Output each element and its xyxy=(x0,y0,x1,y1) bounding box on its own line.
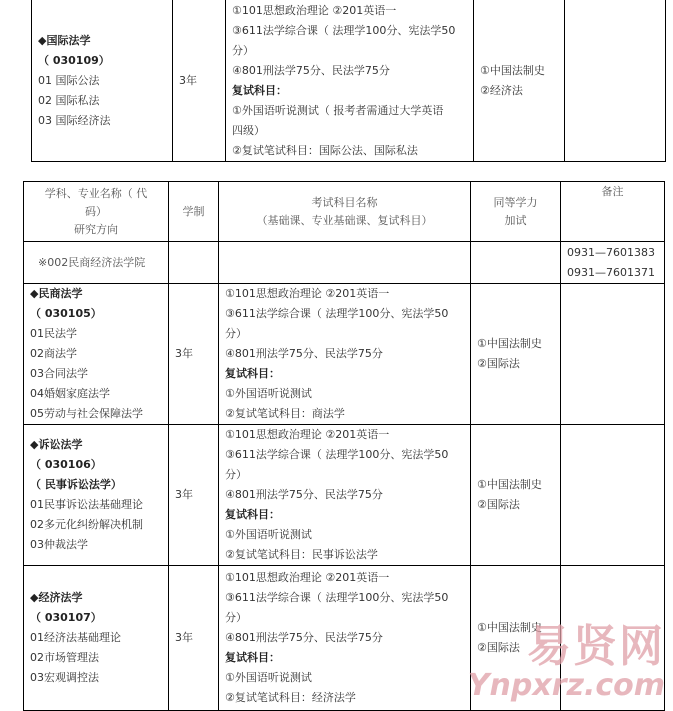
exam-line: 分） xyxy=(225,327,247,340)
note-cell xyxy=(565,0,666,162)
direction-item: 01经济法基础理论 xyxy=(30,631,121,644)
major-title: ◆诉讼法学 xyxy=(30,438,83,451)
retest-label: 复试科目： xyxy=(225,367,280,380)
exam-cell xyxy=(219,425,471,566)
exam-line: ①101思想政治理论 ②201英语一 xyxy=(225,428,390,441)
extra-cell xyxy=(471,425,561,566)
header-text: 学科、专业名称（ 代 xyxy=(44,186,148,200)
major-subtitle: （ 民事诉讼法学） xyxy=(30,478,122,491)
years-cell: 3年 xyxy=(169,425,219,566)
phone: 0931—7601383 xyxy=(567,245,655,259)
extra-line: ②国际法 xyxy=(477,641,520,654)
major-title: ◆民商法学 xyxy=(30,287,83,300)
exam-line: ①101思想政治理论 ②201英语一 xyxy=(225,287,390,300)
phone: 0931—7601371 xyxy=(567,265,655,279)
exam-line: 分） xyxy=(225,468,247,481)
direction-item: 03 国际经济法 xyxy=(38,113,111,127)
direction-item: 02商法学 xyxy=(30,347,77,360)
top-table xyxy=(31,0,666,162)
extra-line: ①中国法制史 xyxy=(477,621,542,634)
extra-line: ①中国法制史 xyxy=(477,337,542,350)
major-code: （ 030109） xyxy=(38,53,110,67)
direction-item: 03仲裁法学 xyxy=(30,538,88,551)
exam-line: ④801刑法学75分、民法学75分 xyxy=(225,631,383,644)
header-row xyxy=(24,182,665,242)
note-cell xyxy=(561,284,665,425)
years-cell: 3年 xyxy=(173,0,226,162)
table-row xyxy=(24,425,665,566)
extra-cell xyxy=(471,284,561,425)
exam-line: ③611法学综合课（ 法理学100分、宪法学50 xyxy=(225,307,449,320)
years-cell: 3年 xyxy=(169,284,219,425)
major-code: （ 030106） xyxy=(30,458,102,471)
exam-line: 分） xyxy=(232,43,254,57)
exam-cell xyxy=(219,566,471,711)
direction-item: 01民法学 xyxy=(30,327,77,340)
school-name: ※002民商经济法学院 xyxy=(24,242,169,284)
extra-line: ②经济法 xyxy=(480,83,523,97)
header-text: 码） xyxy=(85,204,107,218)
empty-cell xyxy=(471,242,561,284)
retest-label: 复试科目： xyxy=(225,651,280,664)
table-row xyxy=(32,0,666,162)
exam-line: ③611法学综合课（ 法理学100分、宪法学50 xyxy=(225,448,449,461)
table-row xyxy=(24,284,665,425)
retest-line: ②复试笔试科目：经济法学 xyxy=(225,691,356,704)
retest-line: ①外国语听说测试 xyxy=(225,671,312,684)
extra-line: ②国际法 xyxy=(477,498,520,511)
exam-line: ③611法学综合课（ 法理学100分、宪法学50 xyxy=(225,591,449,604)
header-subject xyxy=(24,182,169,242)
retest-line: ①外国语听说测试（ 报考者需通过大学英语 xyxy=(232,103,444,117)
header-text: 考试科目名称 xyxy=(311,195,378,209)
header-exam xyxy=(219,182,471,242)
major-cell xyxy=(24,284,169,425)
retest-label: 复试科目： xyxy=(232,83,287,97)
direction-item: 03合同法学 xyxy=(30,367,88,380)
extra-line: ②国际法 xyxy=(477,357,520,370)
header-text: 加试 xyxy=(504,213,527,227)
empty-cell xyxy=(219,242,471,284)
exam-line: ④801刑法学75分、民法学75分 xyxy=(225,347,383,360)
direction-item: 02市场管理法 xyxy=(30,651,99,664)
exam-line: ④801刑法学75分、民法学75分 xyxy=(225,488,383,501)
major-title: ◆经济法学 xyxy=(30,591,83,604)
note-cell xyxy=(561,425,665,566)
extra-cell xyxy=(474,0,565,162)
note-cell xyxy=(561,566,665,711)
exam-line: ①101思想政治理论 ②201英语一 xyxy=(225,571,390,584)
exam-line: ①101思想政治理论 ②201英语一 xyxy=(232,3,397,17)
exam-line: ③611法学综合课（ 法理学100分、宪法学50 xyxy=(232,23,456,37)
exam-cell xyxy=(219,284,471,425)
watermark-en: Ynpxrz.com xyxy=(467,668,665,703)
major-code: （ 030107） xyxy=(30,611,102,624)
direction-item: 02 国际私法 xyxy=(38,93,100,107)
major-code: （ 030105） xyxy=(30,307,102,320)
header-text: 研究方向 xyxy=(74,222,118,236)
table-row xyxy=(24,566,665,711)
retest-label: 复试科目： xyxy=(225,508,280,521)
retest-line: 四级） xyxy=(232,123,265,137)
direction-item: 01民事诉讼法基础理论 xyxy=(30,498,143,511)
major-title: ◆国际法学 xyxy=(38,33,91,47)
school-row xyxy=(24,242,665,284)
retest-line: ②复试笔试科目：国际公法、国际私法 xyxy=(232,143,418,157)
main-table xyxy=(23,181,665,711)
empty-cell xyxy=(169,242,219,284)
years-cell: 3年 xyxy=(169,566,219,711)
direction-item: 02多元化纠纷解决机制 xyxy=(30,518,143,531)
major-cell xyxy=(24,425,169,566)
retest-line: ①外国语听说测试 xyxy=(225,528,312,541)
exam-line: 分） xyxy=(225,611,247,624)
direction-item: 04婚姻家庭法学 xyxy=(30,387,110,400)
direction-item: 01 国际公法 xyxy=(38,73,100,87)
extra-cell xyxy=(471,566,561,711)
exam-line: ④801刑法学75分、民法学75分 xyxy=(232,63,390,77)
header-note: 备注 xyxy=(561,182,665,242)
header-text: （基础课、专业基础课、复试科目） xyxy=(256,213,433,227)
major-cell xyxy=(32,0,173,162)
major-cell xyxy=(24,566,169,711)
extra-line: ①中国法制史 xyxy=(480,63,545,77)
header-text: 同等学力 xyxy=(493,195,538,209)
retest-line: ①外国语听说测试 xyxy=(225,387,312,400)
school-phones xyxy=(561,242,665,284)
watermark-cn: 易贤网 xyxy=(527,621,665,672)
exam-cell xyxy=(226,0,474,162)
direction-item: 03宏观调控法 xyxy=(30,671,99,684)
header-extra xyxy=(471,182,561,242)
direction-item: 05劳动与社会保障法学 xyxy=(30,407,143,420)
header-years: 学制 xyxy=(169,182,219,242)
retest-line: ②复试笔试科目：商法学 xyxy=(225,407,345,420)
extra-line: ①中国法制史 xyxy=(477,478,542,491)
retest-line: ②复试笔试科目：民事诉讼法学 xyxy=(225,548,378,561)
